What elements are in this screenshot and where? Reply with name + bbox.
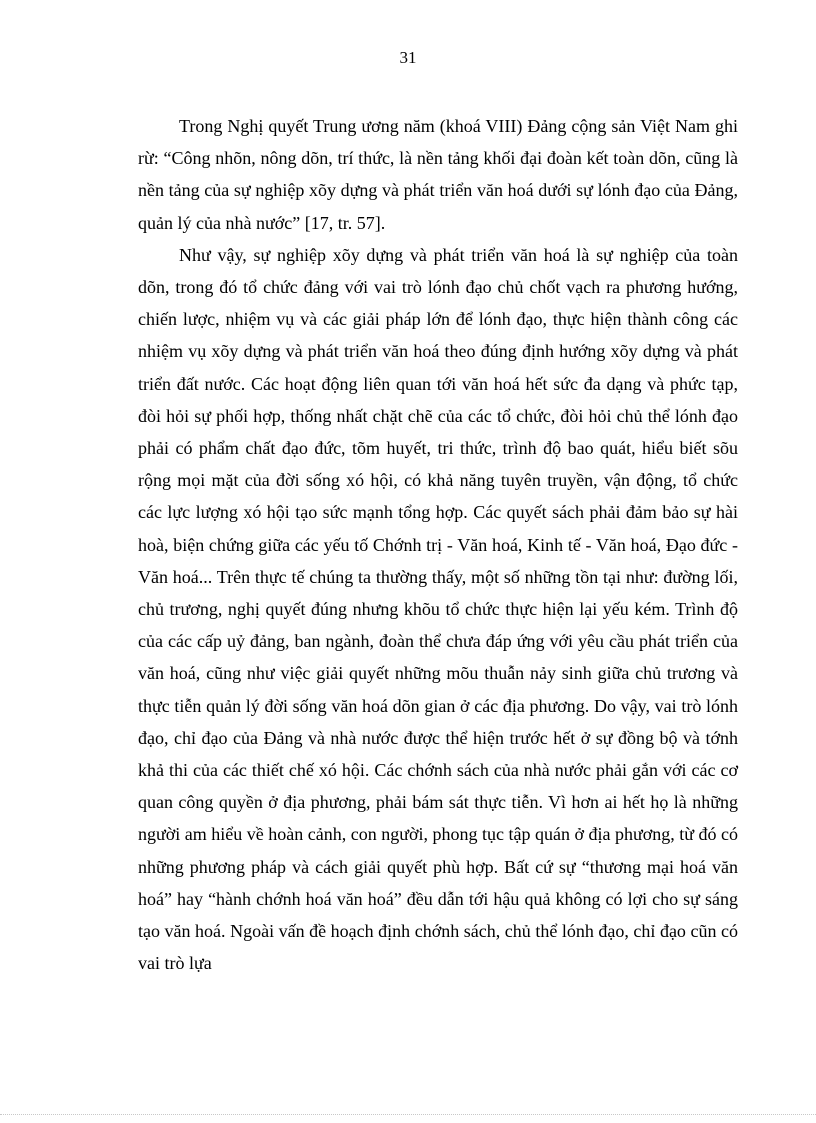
body-text: [138, 110, 738, 979]
page-number: 31: [399, 48, 417, 67]
page-bottom-divider: [0, 1114, 816, 1115]
paragraph: Như vậy, sự nghiệp xõy dựng và phát triển văn hoá là sự nghiệp của toàn dõn, trong đó tổ chức đảng với vai trò lónh đạo chủ chốt vạch ra phương hướng, chiến lược, nhiệm vụ và các giải pháp lớn để lónh đạo, thực hiện thành công các nhiệm vụ xõy dựng và phát triển văn hoá theo đúng định hướng xõy dựng và phát triển đất nước. Các hoạt động liên quan tới văn hoá hết sức đa dạng và phức tạp, đòi hỏi sự phối hợp, thống nhất chặt chẽ của các tổ chức, đòi hỏi chủ thể lónh đạo phải có phẩm chất đạo đức, tõm huyết, tri thức, trình độ bao quát, hiểu biết sõu rộng mọi mặt của đời sống xó hội, có khả năng tuyên truyền, vận động, tổ chức các lực lượng xó hội tạo sức mạnh tổng hợp. Các quyết sách phải đảm bảo sự hài hoà, biện chứng giữa các yếu tố Chớnh trị - Văn hoá, Kinh tế - Văn hoá, Đạo đức - Văn hoá... Trên thực tế chúng ta thường thấy, một số những tồn tại như: đường lối, chủ trương, nghị quyết đúng nhưng khõu tổ chức thực hiện lại yếu kém. Trình độ của các cấp uỷ đảng, ban ngành, đoàn thể chưa đáp ứng với yêu cầu phát triển của văn hoá, cũng như việc giải quyết những mõu thuẫn nảy sinh giữa chủ trương và thực tiễn quản lý đời sống văn hoá dõn gian ở các địa phương. Do vậy, vai trò lónh đạo, chỉ đạo của Đảng và nhà nước được thể hiện trước hết ở sự đồng bộ và tớnh khả thi của các thiết chế xó hội. Các chớnh sách của nhà nước phải gắn với các cơ quan công quyền ở địa phương, phải bám sát thực tiễn. Vì hơn ai hết họ là những người am hiểu về hoàn cảnh, con người, phong tục tập quán ở địa phương, từ đó có những phương pháp và cách giải quyết phù hợp. Bất cứ sự “thương mại hoá văn hoá” hay “hành chớnh hoá văn hoá” đều dẫn tới hậu quả không có lợi cho sự sáng tạo văn hoá. Ngoài vấn đề hoạch định chớnh sách, chủ thể lónh đạo, chỉ đạo cũn có vai trò lựa: [138, 244, 738, 974]
paragraph: Trong Nghị quyết Trung ương năm (khoá VIII) Đảng cộng sản Việt Nam ghi rừ: “Công nhõn, nông dõn, trí thức, là nền tảng khối đại đoàn kết toàn dõn, cũng là nền tảng của sự nghiệp xõy dựng và phát triển văn hoá dưới sự lónh đạo của Đảng, quản lý của nhà nước” [17, tr. 57].: [138, 116, 738, 233]
